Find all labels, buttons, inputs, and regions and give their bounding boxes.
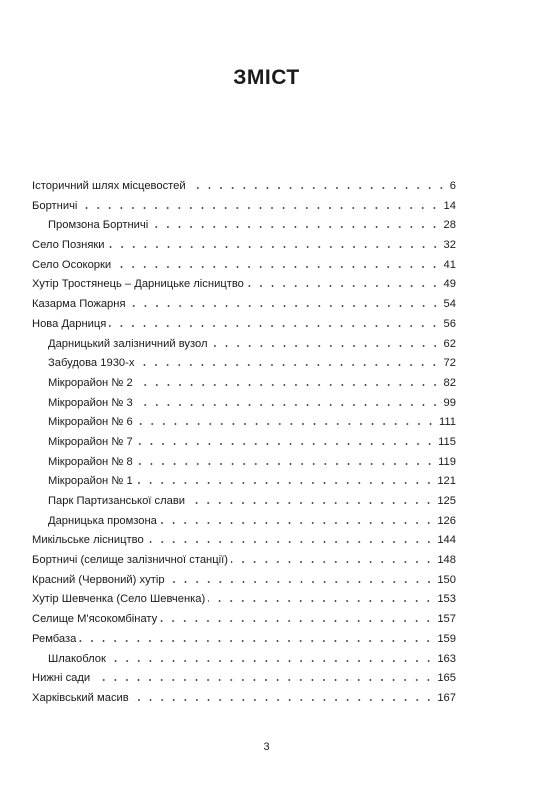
dot-leader bbox=[151, 218, 440, 229]
toc-entry-page: 159 bbox=[437, 632, 456, 645]
toc-entry-label: Красний (Червоний) хутір bbox=[32, 573, 165, 586]
dot-leader bbox=[136, 474, 435, 485]
toc-entry-label: Бортничі bbox=[32, 199, 78, 212]
toc-entry bbox=[32, 472, 456, 492]
toc-entry-label: Промзона Бортничі bbox=[48, 219, 149, 232]
dot-leader bbox=[93, 671, 434, 682]
toc-entry bbox=[32, 394, 456, 414]
toc-entry-label: Дарницька промзона bbox=[48, 514, 157, 527]
toc-entry-label: Село Осокорки bbox=[32, 258, 112, 271]
toc-entry-page: 121 bbox=[437, 475, 456, 488]
toc-entry-page: 119 bbox=[438, 455, 456, 468]
toc-entry bbox=[32, 689, 456, 709]
dot-leader bbox=[211, 336, 441, 347]
toc-entry-page: 32 bbox=[443, 239, 456, 252]
toc-entry-page: 126 bbox=[437, 514, 456, 527]
toc-entry-label: Шлакоблок bbox=[48, 652, 106, 665]
dot-leader bbox=[188, 494, 434, 505]
toc-entry-label: Мікрорайон № 8 bbox=[48, 455, 133, 468]
dot-leader bbox=[168, 573, 435, 584]
toc-entry bbox=[32, 630, 456, 650]
toc-entry-label: Парк Партизанської слави bbox=[48, 495, 186, 507]
toc-entry-label: Казарма Пожарня bbox=[32, 298, 126, 311]
toc-entry bbox=[32, 650, 456, 670]
toc-entry bbox=[32, 236, 456, 256]
toc-entry bbox=[32, 295, 456, 315]
toc-entry bbox=[32, 216, 456, 236]
toc-entry-page: 125 bbox=[437, 495, 456, 507]
toc-entry-page: 72 bbox=[443, 357, 456, 370]
toc-entry-page: 157 bbox=[437, 613, 456, 626]
toc-entry bbox=[32, 275, 456, 295]
toc-entry-label: Микільське лісництво bbox=[32, 534, 144, 547]
toc-entry bbox=[32, 669, 456, 689]
toc-entry-label: Мікрорайон № 1 bbox=[48, 475, 133, 488]
toc-entry-page: 167 bbox=[437, 691, 456, 704]
dot-leader bbox=[108, 238, 441, 249]
toc-entry-label: Бортничі (селище залізничної станції) bbox=[32, 554, 228, 567]
dot-leader bbox=[247, 277, 441, 288]
toc-entry-page: 153 bbox=[437, 593, 456, 606]
dot-leader bbox=[160, 514, 434, 525]
toc-entry bbox=[32, 374, 456, 394]
toc-entry-page: 163 bbox=[437, 652, 456, 665]
toc-entry-page: 6 bbox=[449, 180, 456, 192]
toc-entry bbox=[32, 177, 456, 197]
toc-entry-label: Історичний шлях місцевостей bbox=[32, 180, 186, 192]
table-of-contents bbox=[32, 177, 456, 709]
toc-entry-page: 115 bbox=[438, 435, 456, 448]
dot-leader bbox=[136, 415, 436, 426]
dot-leader bbox=[136, 435, 435, 446]
toc-entry-page: 165 bbox=[437, 672, 456, 685]
toc-entry-label: Мікрорайон № 6 bbox=[48, 416, 133, 429]
toc-entry-label: Харківський масив bbox=[32, 691, 129, 704]
dot-leader bbox=[109, 317, 440, 328]
page-number: 3 bbox=[263, 741, 270, 753]
dot-leader bbox=[114, 258, 440, 269]
toc-entry bbox=[32, 512, 456, 532]
dot-leader bbox=[79, 632, 434, 643]
toc-entry-label: Нижні сади bbox=[32, 672, 91, 685]
toc-entry bbox=[32, 610, 456, 630]
toc-entry bbox=[32, 590, 456, 610]
toc-entry-page: 111 bbox=[438, 416, 456, 429]
toc-entry bbox=[32, 335, 456, 355]
toc-entry bbox=[32, 571, 456, 591]
toc-entry-label: Село Позняки bbox=[32, 239, 105, 252]
dot-leader bbox=[129, 297, 441, 308]
toc-entry-label: Хутір Тростянець – Дарницьке лісництво bbox=[32, 278, 244, 291]
dot-leader bbox=[147, 533, 435, 544]
toc-entry-label: Мікрорайон № 7 bbox=[48, 435, 133, 448]
toc-entry bbox=[32, 551, 456, 571]
toc-entry-page: 62 bbox=[443, 337, 456, 350]
toc-entry-page: 56 bbox=[443, 317, 456, 330]
toc-entry bbox=[32, 354, 456, 374]
toc-entry bbox=[32, 315, 456, 335]
toc-entry-page: 49 bbox=[443, 278, 456, 291]
dot-leader bbox=[208, 592, 434, 603]
toc-entry-page: 82 bbox=[443, 376, 456, 389]
dot-leader bbox=[80, 199, 440, 210]
toc-entry-page: 14 bbox=[443, 199, 456, 212]
toc-entry bbox=[32, 256, 456, 276]
toc-entry-page: 150 bbox=[437, 573, 456, 586]
dot-leader bbox=[160, 612, 434, 623]
toc-entry bbox=[32, 413, 456, 433]
dot-leader bbox=[132, 691, 435, 702]
dot-leader bbox=[136, 376, 441, 387]
toc-entry-label: Нова Дарниця bbox=[32, 317, 107, 330]
toc-entry-label: Мікрорайон № 2 bbox=[48, 376, 133, 389]
dot-leader bbox=[136, 454, 435, 465]
dot-leader bbox=[137, 356, 440, 367]
toc-entry bbox=[32, 433, 456, 453]
toc-entry bbox=[32, 453, 456, 473]
toc-entry-page: 41 bbox=[443, 258, 456, 271]
dot-leader bbox=[136, 395, 441, 406]
dot-leader bbox=[231, 553, 434, 564]
toc-entry bbox=[32, 492, 456, 512]
toc-entry-page: 54 bbox=[443, 298, 456, 311]
toc-entry-page: 144 bbox=[437, 534, 456, 547]
dot-leader bbox=[189, 179, 447, 190]
page-title: ЗМІСТ bbox=[233, 66, 300, 89]
dot-leader bbox=[109, 651, 434, 662]
toc-entry bbox=[32, 531, 456, 551]
toc-entry-label: Забудова 1930-х bbox=[48, 357, 135, 370]
toc-entry-label: Рембаза bbox=[32, 632, 77, 645]
toc-entry-label: Селище М'ясокомбінату bbox=[32, 613, 158, 626]
toc-entry-label: Дарницький залізничний вузол bbox=[48, 337, 208, 350]
toc-entry-label: Хутір Шевченка (Село Шевченка) bbox=[32, 593, 206, 606]
toc-entry-page: 148 bbox=[437, 554, 456, 567]
toc-entry bbox=[32, 197, 456, 217]
toc-entry-label: Мікрорайон № 3 bbox=[48, 396, 133, 409]
toc-entry-page: 28 bbox=[443, 219, 456, 232]
toc-entry-page: 99 bbox=[443, 396, 456, 409]
